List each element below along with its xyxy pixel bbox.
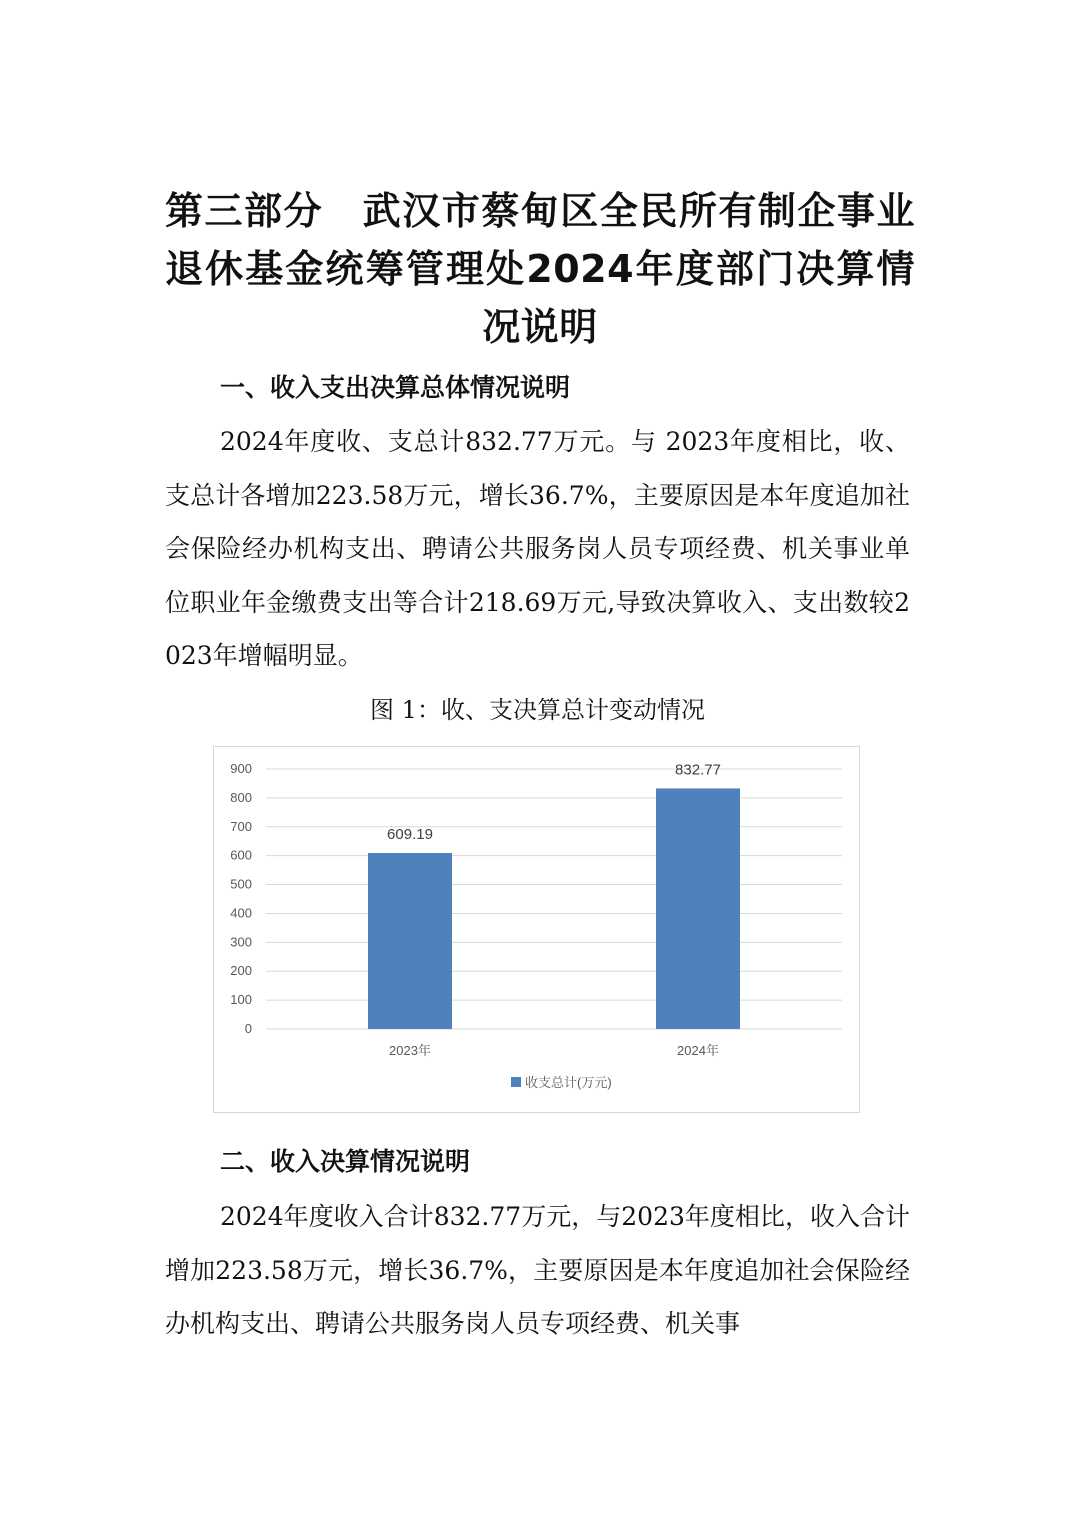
y-tick-label: 100 [230,992,252,1008]
figure-caption: 图 1：收、支决算总计变动情况 [370,696,705,724]
y-tick-label: 500 [230,876,252,892]
y-tick-label: 900 [230,761,252,776]
bar-chart [213,746,860,1113]
x-tick-label: 2023年 [389,1043,431,1058]
section2-paragraph: 2024年度收入合计832.77万元，与2023年度相比，收入合计增加223.58万元，增长36.7%，主要原因是本年度追加社会保险经办机构支出、聘请公共服务岗人员专项经费、机关事 [165,1202,910,1338]
section1-paragraph: 2024年度收、支总计832.77万元。与 2023年度相比，收、支总计各增加223.58万元，增长36.7%，主要原因是本年度追加社会保险经办机构支出、聘请公共服务岗人员专项经费、机关事业单位职业年金缴费支出等合计218.69万元,导致决算收入、支出数较2023年增幅明显。 [165,427,910,670]
page-title: 第三部分 武汉市蔡甸区全民所有制企事业退休基金统筹管理处2024年度部门决算情况说明 [165,189,915,349]
section2-heading: 二、收入决算情况说明 [220,1147,471,1176]
bar [656,788,740,1029]
bar [368,853,452,1029]
y-tick-label: 300 [230,934,252,950]
data-label: 609.19 [387,826,433,844]
y-tick-label: 800 [230,789,252,805]
y-tick-label: 600 [230,847,252,863]
data-label: 832.77 [675,761,721,779]
bar-chart-svg [214,747,859,1112]
y-tick-label: 0 [244,1021,252,1036]
x-tick-label: 2024年 [677,1043,719,1058]
legend-swatch [511,1077,521,1087]
legend-label: 收支总计(万元) [525,1075,612,1090]
y-tick-label: 400 [230,905,252,921]
section1-heading: 一、收入支出决算总体情况说明 [220,373,571,402]
y-tick-label: 200 [230,963,252,979]
y-tick-label: 700 [230,818,252,834]
